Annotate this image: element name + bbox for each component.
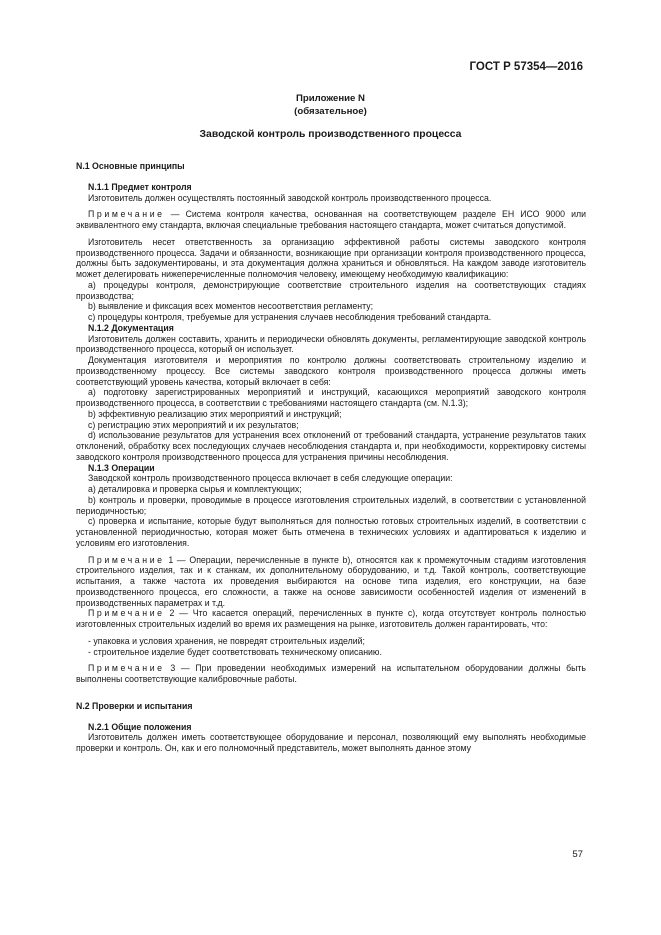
- note-text: 1 — Операции, перечисленные в пункте b), относятся как к промежуточным стадиям изготовления строительного изделия, так и к станкам, их дополнительному оборудованию, и т.д. Такой контроль, соответствующие испытания, а также частота их проведения выбираются на основе типа изделия, его конструкции, на базе производственного процесса, его сложности, а также на основе зависимости особенностей изделия от изменений в производственных параметрах и т.д.: [76, 554, 586, 608]
- note-3: [76, 663, 586, 685]
- page-number: 57: [572, 849, 583, 860]
- note-text: — Система контроля качества, основанная на соответствующем разделе ЕН ИСО 9000 или эквивалентного ему стандарта, включая специальные требования настоящего стандарта, может считаться допустимой.: [76, 209, 586, 230]
- document-body: [76, 161, 586, 754]
- heading-n1-2: N.1.2 Документация: [88, 322, 174, 333]
- note-label: Примечание: [88, 608, 165, 619]
- annex-status: (обязательное): [294, 106, 367, 117]
- paragraph: Изготовитель должен составить, хранить и периодически обновлять документы, регламентирующие заводской контроль производственного процесса, который он использует.: [76, 333, 586, 355]
- list-item: b) контроль и проверки, проводимые в процессе изготовления строительных изделий, в соответствии с установленной периодичностью;: [76, 494, 586, 516]
- note-2: [76, 608, 586, 630]
- note-text: 3 — При проведении необходимых измерений на испытательном оборудовании должны быть выполнены соответствующие калибровочные работы.: [76, 663, 586, 684]
- annex-heading: [0, 92, 661, 118]
- list-item: b) выявление и фиксация всех моментов несоответствия регламенту;: [88, 301, 373, 312]
- section-title: Заводской контроль производственного процесса: [199, 129, 462, 140]
- heading-n1: N.1 Основные принципы: [76, 161, 185, 171]
- list-item: d) использование результатов для устранения всех отклонений от требований стандарта, устранение результатов таких отклонений, обработку всех последующих случаев несоблюдения стандарта и, при необходимости, корректировку системы заводского контроля производственного процесса для устранения причины несоблюдения.: [76, 430, 586, 462]
- paragraph: Изготовитель несет ответственность за организацию эффективной работы системы заводского контроля производственного процесса. Задачи и обязанности, возникающие при организации контроля производственного процесса, должны быть задокументированы, и эта документация должна храниться и обновляться. На каждом заводе изготовитель может делегировать нижеперечисленные полномочия человеку, имеющему необходимую квалификацию:: [76, 236, 586, 279]
- paragraph: Заводской контроль производственного процесса включает в себя следующие операции:: [88, 473, 453, 484]
- note-label: Примечание: [88, 554, 165, 565]
- note-label: Примечание: [88, 209, 165, 220]
- note-text: 2 — Что касается операций, перечисленных в пункте с), когда отсутствует контроль полностью изготовленных строительных изделий во время их размещения на рынке, изготовитель должен гарантировать, что:: [76, 608, 586, 629]
- heading-n2: N.2 Проверки и испытания: [76, 700, 193, 711]
- note: [76, 209, 586, 231]
- annex-title: Приложение N: [296, 93, 365, 104]
- paragraph: Изготовитель должен иметь соответствующее оборудование и персонал, позволяющий ему выполнять необходимые проверки и контроль. Он, как и его полномочный представитель, может выполнять данное этому: [76, 732, 586, 753]
- standard-code: ГОСТ Р 57354—2016: [469, 61, 583, 73]
- list-item: b) эффективную реализацию этих мероприятий и инструкций;: [88, 408, 342, 419]
- list-item: а) подготовку зарегистрированных мероприятий и инструкций, касающихся мероприятий заводского контроля производственного процесса, в соответствии с требованиями настоящего стандарта (см. N.1.3);: [76, 387, 586, 408]
- note-label: Примечание: [88, 663, 165, 674]
- paragraph: Изготовитель должен осуществлять постоянный заводской контроль производственного процесса.: [88, 192, 492, 203]
- dash-item: - упаковка и условия хранения, не повредят строительных изделий;: [88, 635, 365, 646]
- heading-n1-1: N.1.1 Предмет контроля: [88, 181, 192, 192]
- dash-item: - строительное изделие будет соответствовать техническому описанию.: [88, 646, 382, 657]
- note-1: [76, 555, 586, 609]
- paragraph: Документация изготовителя и мероприятия по контролю должны соответствовать строительному изделию и производственному процессу. Все системы заводского контроля производственного процесса должны иметь соответствующий уровень качества, который включает в себя:: [76, 355, 586, 387]
- heading-n2-1: N.2.1 Общие положения: [88, 721, 192, 732]
- list-item: а) деталировка и проверка сырья и комплектующих;: [88, 484, 302, 494]
- list-item: с) проверка и испытание, которые будут выполняться для полностью готовых строительных изделий, в соответствии с установленной периодичностью, которая может быть отмечена в технических условиях и адаптироваться к изделию и условиям его изготовления.: [76, 516, 586, 548]
- list-item: а) процедуры контроля, демонстрирующие соответствие строительного изделия на соответствующих стадиях производства;: [76, 279, 586, 301]
- heading-n1-3: N.1.3 Операции: [88, 462, 155, 473]
- list-item: с) регистрацию этих мероприятий и их результатов;: [88, 419, 299, 430]
- list-item: с) процедуры контроля, требуемые для устранения случаев несоблюдения требований стандарта.: [88, 312, 492, 322]
